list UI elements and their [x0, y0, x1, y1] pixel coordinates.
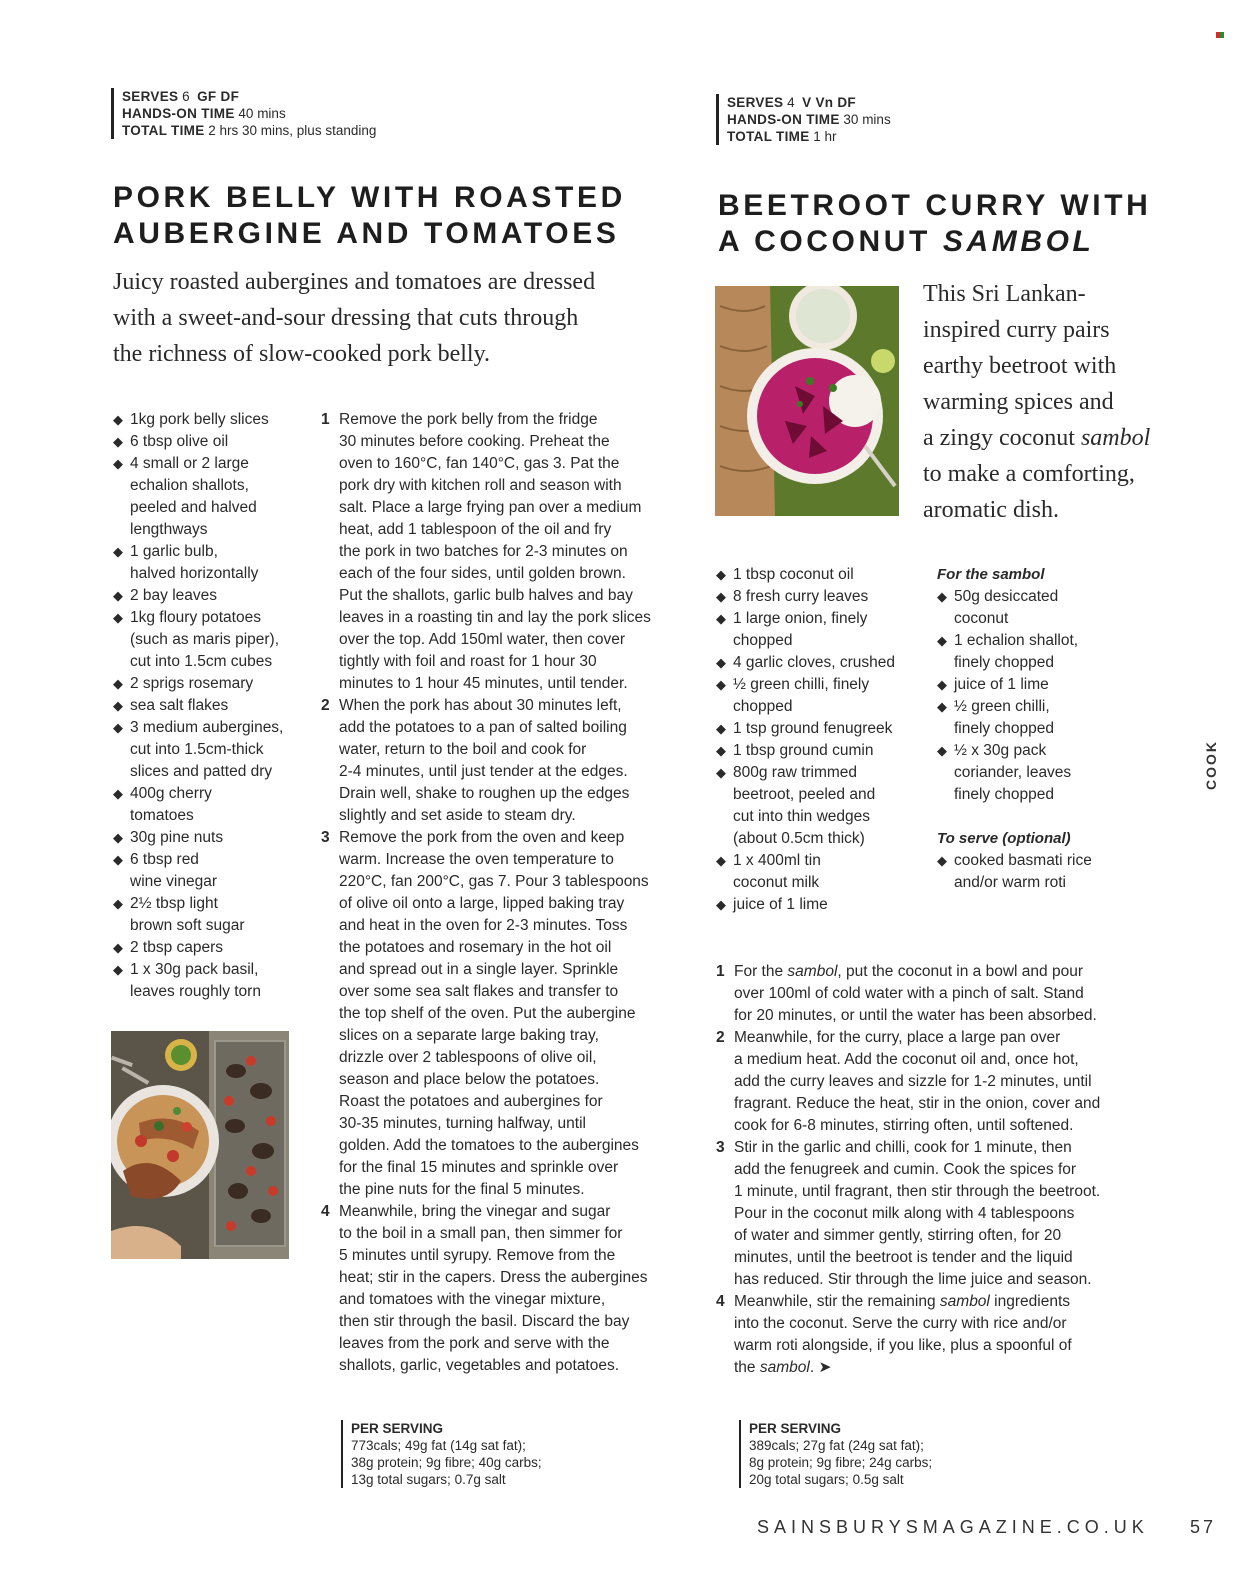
list-item-line: ½ x 30g pack	[954, 742, 1047, 759]
list-item-line: finely chopped	[954, 720, 1054, 737]
list-item-line: 6 tbsp olive oil	[130, 433, 229, 450]
nutrition-line: 20g total sugars; 0.5g salt	[749, 1472, 904, 1487]
step-line: and tomatoes with the vinegar mixture,	[339, 1291, 606, 1308]
diamond-bullet-icon: ◆	[113, 962, 123, 977]
list-item-line: 1 garlic bulb,	[130, 543, 218, 560]
list-item-line: sea salt flakes	[130, 697, 229, 714]
list-item	[937, 740, 1137, 806]
list-item-line: chopped	[733, 698, 793, 715]
step-line: Meanwhile, stir the remaining sambol ingredients	[734, 1293, 1071, 1310]
step-number: 3	[321, 829, 330, 846]
list-item-line: tomatoes	[130, 807, 194, 824]
list-item	[113, 607, 313, 673]
left-recipe-intro	[113, 264, 595, 372]
list-item-line: finely chopped	[954, 654, 1054, 671]
list-item-line: finely chopped	[954, 786, 1054, 803]
total-time-label: TOTAL TIME	[122, 123, 205, 138]
diamond-bullet-icon: ◆	[113, 610, 123, 625]
side-tab-text: COOK	[1203, 740, 1219, 790]
intro-line: the richness of slow-cooked pork belly.	[113, 341, 491, 367]
intro-line: to make a comforting,	[923, 461, 1135, 487]
list-item	[937, 850, 1137, 894]
title-line	[718, 224, 1151, 260]
diamond-bullet-icon: ◆	[937, 677, 947, 692]
pork-belly-photo	[111, 1031, 289, 1259]
sambol-section	[937, 564, 1137, 894]
diamond-bullet-icon: ◆	[716, 897, 726, 912]
list-item-line: echalion shallots,	[130, 477, 249, 494]
step-line: minutes, until the beetroot is tender and the liquid	[734, 1249, 1073, 1266]
left-recipe-title	[113, 180, 626, 252]
list-item-line: 4 garlic cloves, crushed	[733, 654, 895, 671]
diamond-bullet-icon: ◆	[113, 676, 123, 691]
list-item	[716, 762, 931, 850]
step-line: pork dry with kitchen roll and season with	[339, 477, 622, 494]
list-item	[716, 652, 931, 674]
list-item-line: 1 echalion shallot,	[954, 632, 1079, 649]
list-item-line: ½ green chilli, finely	[733, 676, 870, 693]
list-item-line: halved horizontally	[130, 565, 259, 582]
step-number: 1	[716, 963, 725, 980]
intro-line: Juicy roasted aubergines and tomatoes are dressed	[113, 269, 596, 295]
step-line: Remove the pork from the oven and keep	[339, 829, 625, 846]
list-item-line: and/or warm roti	[954, 874, 1066, 891]
left-recipe-meta	[111, 88, 376, 139]
nutrition-label: PER SERVING	[351, 1421, 444, 1436]
diamond-bullet-icon: ◆	[716, 721, 726, 736]
diamond-bullet-icon: ◆	[113, 830, 123, 845]
step-line: for the final 15 minutes and sprinkle over	[339, 1159, 619, 1176]
step-line: into the coconut. Serve the curry with rice and/or	[734, 1315, 1067, 1332]
intro-line: warming spices and	[923, 389, 1114, 415]
diamond-bullet-icon: ◆	[113, 412, 123, 427]
intro-line: This Sri Lankan-	[923, 281, 1086, 307]
intro-line: aromatic dish.	[923, 497, 1059, 523]
diamond-bullet-icon: ◆	[113, 940, 123, 955]
serve-heading: To serve (optional)	[937, 830, 1071, 847]
step-line: for 20 minutes, or until the water has been absorbed.	[734, 1007, 1097, 1024]
diamond-bullet-icon: ◆	[716, 567, 726, 582]
print-mark-icon	[1216, 32, 1224, 38]
list-item-line: coconut milk	[733, 874, 820, 891]
total-time-value: 1 hr	[813, 129, 837, 144]
step-line: When the pork has about 30 minutes left,	[339, 697, 622, 714]
list-item-line: coriander, leaves	[954, 764, 1072, 781]
step-line: and heat in the oven for 2-3 minutes. Toss	[339, 917, 628, 934]
diamond-bullet-icon: ◆	[937, 633, 947, 648]
list-item-line: peeled and halved	[130, 499, 257, 516]
right-recipe-meta	[716, 94, 891, 145]
right-recipe-title	[718, 188, 1151, 260]
diamond-bullet-icon: ◆	[716, 677, 726, 692]
list-item-line: 3 medium aubergines,	[130, 719, 284, 736]
step-line: then stir through the basil. Discard the bay	[339, 1313, 630, 1330]
list-item-line: 8 fresh curry leaves	[733, 588, 869, 605]
list-item-line: 2 tbsp capers	[130, 939, 224, 956]
title-line: AUBERGINE AND TOMATOES	[113, 217, 620, 250]
step-number: 4	[321, 1203, 330, 1220]
step-line: a medium heat. Add the coconut oil and, once hot,	[734, 1051, 1079, 1068]
list-item-line: 2 bay leaves	[130, 587, 218, 604]
page-number: 57	[1190, 1517, 1217, 1537]
step-line: tightly with foil and roast for 1 hour 30	[339, 653, 597, 670]
diamond-bullet-icon: ◆	[113, 720, 123, 735]
list-item	[113, 541, 313, 585]
list-item	[716, 894, 931, 916]
diamond-bullet-icon: ◆	[937, 699, 947, 714]
diamond-bullet-icon: ◆	[716, 765, 726, 780]
hands-on-value: 30 mins	[843, 112, 891, 127]
list-item-line: 4 small or 2 large	[130, 455, 249, 472]
sambol-heading: For the sambol	[937, 566, 1045, 583]
nutrition-line: 8g protein; 9g fibre; 24g carbs;	[749, 1455, 933, 1470]
step-line: add the potatoes to a pan of salted boiling	[339, 719, 627, 736]
list-item	[113, 937, 313, 959]
list-item-line: 30g pine nuts	[130, 829, 224, 846]
sambol-list	[937, 586, 1137, 806]
method-step	[321, 827, 681, 1201]
list-item-line: 50g desiccated	[954, 588, 1059, 605]
list-item-line: 1 tbsp coconut oil	[733, 566, 854, 583]
step-line: the potatoes and rosemary in the hot oil	[339, 939, 612, 956]
list-item	[716, 608, 931, 652]
list-item-line: wine vinegar	[130, 873, 218, 890]
list-item-line: (such as maris piper),	[130, 631, 280, 648]
step-line: For the sambol, put the coconut in a bowl and pour	[734, 963, 1083, 980]
diamond-bullet-icon: ◆	[113, 852, 123, 867]
step-line: the pork in two batches for 2-3 minutes on	[339, 543, 628, 560]
step-line: 2-4 minutes, until just tender at the edges.	[339, 763, 628, 780]
intro-line: earthy beetroot with	[923, 353, 1117, 379]
title-line: PORK BELLY WITH ROASTED	[113, 181, 626, 214]
list-item	[937, 696, 1137, 740]
title-part: A COCONUT	[718, 225, 943, 258]
step-line: has reduced. Stir through the lime juice and season.	[734, 1271, 1092, 1288]
step-line: warm. Increase the oven temperature to	[339, 851, 614, 868]
diamond-bullet-icon: ◆	[716, 589, 726, 604]
list-item-line: brown soft sugar	[130, 917, 245, 934]
diamond-bullet-icon: ◆	[113, 896, 123, 911]
list-item-line: 1 large onion, finely	[733, 610, 868, 627]
left-method-steps	[321, 409, 681, 1377]
list-item	[937, 630, 1137, 674]
step-line: the top shelf of the oven. Put the aubergine	[339, 1005, 636, 1022]
list-item	[113, 431, 313, 453]
step-line: 1 minute, until fragrant, then stir through the beetroot.	[734, 1183, 1101, 1200]
step-line: heat, add 1 tablespoon of the oil and fry	[339, 521, 612, 538]
list-item-line: chopped	[733, 632, 793, 649]
step-line: to the boil in a small pan, then simmer for	[339, 1225, 623, 1242]
nutrition-values	[749, 1437, 932, 1488]
list-item	[716, 740, 931, 762]
diamond-bullet-icon: ◆	[937, 589, 947, 604]
diamond-bullet-icon: ◆	[113, 456, 123, 471]
list-item-line: 400g cherry	[130, 785, 212, 802]
list-item-line: (about 0.5cm thick)	[733, 830, 865, 847]
serves-label: SERVES	[122, 89, 179, 104]
list-item-line: 1 tbsp ground cumin	[733, 742, 874, 759]
title-line: BEETROOT CURRY WITH	[718, 189, 1152, 222]
list-item-line: lengthways	[130, 521, 208, 538]
step-line: slices on a separate large baking tray,	[339, 1027, 599, 1044]
method-step	[716, 961, 1146, 1027]
step-line: fragrant. Reduce the heat, stir in the onion, cover and	[734, 1095, 1101, 1112]
right-method-steps	[716, 961, 1146, 1379]
step-line: over the top. Add 150ml water, then cover	[339, 631, 626, 648]
list-item	[113, 959, 313, 1003]
step-line: Meanwhile, for the curry, place a large pan over	[734, 1029, 1061, 1046]
hands-on-label: HANDS-ON TIME	[122, 106, 235, 121]
diamond-bullet-icon: ◆	[937, 853, 947, 868]
list-item-line: beetroot, peeled and	[733, 786, 876, 803]
list-item-line: 2½ tbsp light	[130, 895, 218, 912]
step-line: and spread out in a single layer. Sprinkle	[339, 961, 619, 978]
list-item-line: 1 tsp ground fenugreek	[733, 720, 893, 737]
left-nutrition	[341, 1420, 542, 1488]
intro-line: with a sweet-and-sour dressing that cuts through	[113, 305, 579, 331]
list-item-line: leaves roughly torn	[130, 983, 261, 1000]
method-step	[716, 1291, 1146, 1379]
list-item-line: coconut	[954, 610, 1009, 627]
list-item	[716, 586, 931, 608]
beetroot-curry-photo	[715, 286, 899, 516]
step-line: 220°C, fan 200°C, gas 7. Pour 3 tablespoons	[339, 873, 649, 890]
list-item	[716, 718, 931, 740]
step-line: 30-35 minutes, turning halfway, until	[339, 1115, 586, 1132]
step-line: 5 minutes until syrupy. Remove from the	[339, 1247, 616, 1264]
beetroot-curry-illustration	[715, 286, 899, 516]
diamond-bullet-icon: ◆	[113, 588, 123, 603]
list-item-line: cut into 1.5cm-thick	[130, 741, 264, 758]
list-item-line: 1 x 30g pack basil,	[130, 961, 259, 978]
diamond-bullet-icon: ◆	[716, 743, 726, 758]
step-line: each of the four sides, until golden brown.	[339, 565, 626, 582]
step-line: leaves from the pork and serve with the	[339, 1335, 610, 1352]
diamond-bullet-icon: ◆	[113, 434, 123, 449]
step-number: 2	[716, 1029, 725, 1046]
method-step	[321, 1201, 681, 1377]
list-item	[113, 585, 313, 607]
list-item	[113, 827, 313, 849]
list-item-line: slices and patted dry	[130, 763, 273, 780]
list-item-line: 6 tbsp red	[130, 851, 199, 868]
step-line: over some sea salt flakes and transfer to	[339, 983, 619, 1000]
step-line: Stir in the garlic and chilli, cook for 1 minute, then	[734, 1139, 1072, 1156]
nutrition-values	[351, 1437, 542, 1488]
step-line: the pine nuts for the final 5 minutes.	[339, 1181, 585, 1198]
step-line: shallots, garlic, vegetables and potatoes.	[339, 1357, 620, 1374]
diamond-bullet-icon: ◆	[716, 853, 726, 868]
step-line: Remove the pork belly from the fridge	[339, 411, 598, 428]
step-number: 2	[321, 697, 330, 714]
nutrition-line: 13g total sugars; 0.7g salt	[351, 1472, 506, 1487]
step-line: leaves in a roasting tin and lay the pork slices	[339, 609, 651, 626]
list-item	[113, 453, 313, 541]
step-line: slightly and set aside to steam dry.	[339, 807, 576, 824]
step-line: warm roti alongside, if you like, plus a spoonful of	[734, 1337, 1072, 1354]
step-line: season and place below the potatoes.	[339, 1071, 600, 1088]
diamond-bullet-icon: ◆	[716, 611, 726, 626]
step-line: oven to 160°C, fan 140°C, gas 3. Pat the	[339, 455, 620, 472]
nutrition-line: 773cals; 49g fat (14g sat fat);	[351, 1438, 526, 1453]
list-item	[113, 893, 313, 937]
method-step	[716, 1027, 1146, 1137]
method-step	[321, 695, 681, 827]
left-ingredients-list	[113, 409, 313, 1003]
step-line: heat; stir in the capers. Dress the aubergines	[339, 1269, 648, 1286]
diamond-bullet-icon: ◆	[113, 786, 123, 801]
diamond-bullet-icon: ◆	[716, 655, 726, 670]
diamond-bullet-icon: ◆	[113, 698, 123, 713]
diet-tags: GF DF	[197, 89, 240, 104]
step-line: of olive oil onto a large, lipped baking tray	[339, 895, 625, 912]
footer-site: SAINSBURYSMAGAZINE.CO.UK	[757, 1517, 1149, 1537]
step-line: golden. Add the tomatoes to the aubergines	[339, 1137, 639, 1154]
pork-belly-illustration	[111, 1031, 289, 1259]
step-line: over 100ml of cold water with a pinch of salt. Stand	[734, 985, 1084, 1002]
intro-italic: sambol	[1080, 425, 1151, 451]
step-line: of water and simmer gently, stirring often, for 20	[734, 1227, 1062, 1244]
step-line: Put the shallots, garlic bulb halves and bay	[339, 587, 633, 604]
intro-line: a zingy coconut sambol	[923, 425, 1151, 451]
step-line: salt. Place a large frying pan over a medium	[339, 499, 642, 516]
step-line: 30 minutes before cooking. Preheat the	[339, 433, 610, 450]
step-line: the sambol. ➤	[734, 1359, 832, 1376]
list-item	[937, 674, 1137, 696]
diamond-bullet-icon: ◆	[937, 743, 947, 758]
list-item-line: ½ green chilli,	[954, 698, 1050, 715]
list-item-line: 1kg floury potatoes	[130, 609, 261, 626]
method-step	[321, 409, 681, 695]
list-item-line: cooked basmati rice	[954, 852, 1092, 869]
list-item-line: cut into 1.5cm cubes	[130, 653, 273, 670]
title-italic-part: SAMBOL	[942, 225, 1095, 258]
list-item	[716, 850, 931, 894]
step-line: Drain well, shake to roughen up the edges	[339, 785, 630, 802]
right-ingredients-list	[716, 564, 931, 916]
step-line: add the fenugreek and cumin. Cook the spices for	[734, 1161, 1077, 1178]
method-step	[716, 1137, 1146, 1291]
list-item	[113, 695, 313, 717]
list-item	[113, 783, 313, 827]
step-number: 1	[321, 411, 330, 428]
list-item	[113, 717, 313, 783]
list-item-line: juice of 1 lime	[733, 896, 828, 913]
total-time-value: 2 hrs 30 mins, plus standing	[208, 123, 377, 138]
list-item	[716, 564, 931, 586]
serves-value: 4	[787, 95, 795, 110]
nutrition-line: 389cals; 27g fat (24g sat fat);	[749, 1438, 924, 1453]
list-item	[113, 673, 313, 695]
list-item-line: juice of 1 lime	[954, 676, 1049, 693]
serve-list	[937, 850, 1137, 894]
list-item	[937, 586, 1137, 630]
step-line: add the curry leaves and sizzle for 1-2 minutes, until	[734, 1073, 1092, 1090]
step-line: minutes to 1 hour 45 minutes, until tender.	[339, 675, 628, 692]
right-recipe-intro	[923, 276, 1150, 528]
hands-on-label: HANDS-ON TIME	[727, 112, 840, 127]
step-line: Meanwhile, bring the vinegar and sugar	[339, 1203, 611, 1220]
list-item	[113, 849, 313, 893]
serves-label: SERVES	[727, 95, 784, 110]
step-number: 4	[716, 1293, 725, 1310]
list-item	[716, 674, 931, 718]
step-line: Pour in the coconut milk along with 4 tablespoons	[734, 1205, 1075, 1222]
serves-value: 6	[182, 89, 190, 104]
step-line: water, return to the boil and cook for	[339, 741, 587, 758]
list-item-line: 2 sprigs rosemary	[130, 675, 254, 692]
list-item	[113, 409, 313, 431]
intro-line: inspired curry pairs	[923, 317, 1110, 343]
list-item-line: 1kg pork belly slices	[130, 411, 269, 428]
list-item-line: cut into thin wedges	[733, 808, 871, 825]
right-nutrition	[739, 1420, 932, 1488]
hands-on-value: 40 mins	[238, 106, 286, 121]
step-number: 3	[716, 1139, 725, 1156]
diet-tags: V Vn DF	[802, 95, 856, 110]
diamond-bullet-icon: ◆	[113, 544, 123, 559]
list-item-line: 800g raw trimmed	[733, 764, 858, 781]
nutrition-line: 38g protein; 9g fibre; 40g carbs;	[351, 1455, 542, 1470]
section-side-tab	[1199, 740, 1223, 796]
step-line: cook for 6-8 minutes, stirring often, until softened.	[734, 1117, 1074, 1134]
nutrition-label: PER SERVING	[749, 1421, 842, 1436]
list-item-line: 1 x 400ml tin	[733, 852, 821, 869]
step-line: drizzle over 2 tablespoons of olive oil,	[339, 1049, 597, 1066]
step-line: Roast the potatoes and aubergines for	[339, 1093, 603, 1110]
total-time-label: TOTAL TIME	[727, 129, 810, 144]
